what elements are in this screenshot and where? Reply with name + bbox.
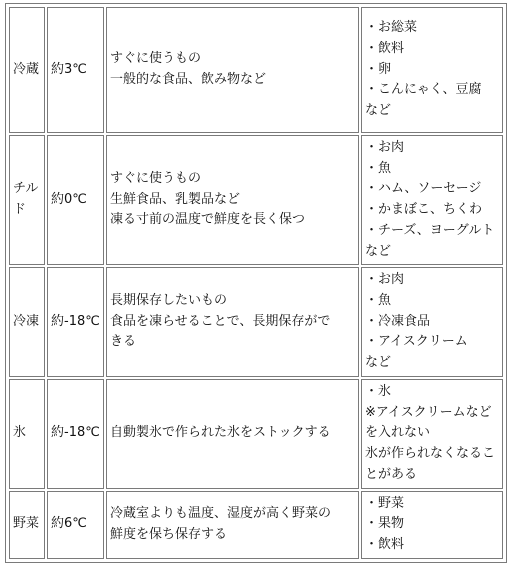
table-row <box>9 491 503 559</box>
items-cell <box>361 135 503 265</box>
items-cell <box>361 267 503 377</box>
item-line: ・冷凍食品 <box>365 313 431 329</box>
compartment-name: 冷凍 <box>13 313 40 329</box>
storage-table <box>7 5 505 561</box>
items-cell <box>361 7 503 133</box>
temperature-cell <box>47 379 104 489</box>
usage-cell <box>106 7 359 133</box>
compartment-name-cell <box>9 491 45 559</box>
storage-table-frame <box>5 3 507 563</box>
temperature-cell <box>47 7 104 133</box>
compartment-name: 氷 <box>13 425 27 441</box>
compartment-name: チルド <box>13 181 39 218</box>
item-line: ・お肉 <box>365 140 405 155</box>
temperature-cell <box>47 135 104 265</box>
usage-cell <box>106 379 359 489</box>
temperature: 約3℃ <box>51 61 87 77</box>
item-line: ・魚 <box>365 160 392 176</box>
temperature-cell <box>47 267 104 377</box>
usage-line: きる <box>110 334 137 350</box>
table-row <box>9 7 503 133</box>
temperature: 約-18℃ <box>51 313 100 329</box>
item-line: ・卵 <box>365 61 392 77</box>
compartment-name-cell <box>9 267 45 377</box>
usage-line: 凍る寸前の温度で鮮度を長く保つ <box>110 212 306 228</box>
items-cell <box>361 379 503 489</box>
item-line: ・お総菜 <box>365 20 418 36</box>
item-line: ・こんにゃく、豆腐 <box>365 82 482 98</box>
compartment-name: 冷蔵 <box>13 61 40 77</box>
usage-line: すぐに使うもの <box>110 51 202 67</box>
item-line: ・飲料 <box>365 537 405 553</box>
usage-line: すぐに使うもの <box>110 171 202 187</box>
item-line: ・氷 <box>365 383 392 399</box>
item-line: ・飲料 <box>365 40 405 56</box>
usage-cell <box>106 267 359 377</box>
table-row <box>9 267 503 377</box>
compartment-name-cell <box>9 135 45 265</box>
items-cell <box>361 491 503 559</box>
usage-line: 食品を凍らせることで、長期保存がで <box>110 313 331 329</box>
item-line: 氷が作られなくなるこ <box>365 446 496 462</box>
usage-line: 生鮮食品、乳製品など <box>110 191 241 207</box>
item-line: など <box>365 103 392 119</box>
item-line: ・果物 <box>365 516 405 532</box>
usage-line: 自動製氷で作られた氷をストックする <box>110 425 331 441</box>
item-line: ・かまぼこ、ちくわ <box>365 202 483 218</box>
table-row <box>9 135 503 265</box>
usage-cell <box>106 135 359 265</box>
item-line: など <box>365 243 392 259</box>
temperature: 約0℃ <box>51 191 87 207</box>
temperature-cell <box>47 491 104 559</box>
item-line: ※アイスクリームなど <box>365 404 492 420</box>
item-line: ・野菜 <box>365 495 405 511</box>
item-line: ・ハム、ソーセージ <box>365 181 482 197</box>
usage-cell <box>106 491 359 559</box>
item-line: ・チーズ、ヨーグルト <box>365 222 495 238</box>
item-line: を入れない <box>365 425 431 441</box>
usage-line: 冷蔵室よりも温度、湿度が高く野菜の <box>110 506 332 522</box>
usage-line: 長期保存したいもの <box>110 292 228 308</box>
compartment-name-cell <box>9 7 45 133</box>
item-line: ・お肉 <box>365 272 405 288</box>
temperature: 約6℃ <box>51 516 87 532</box>
compartment-name: 野菜 <box>13 516 40 532</box>
compartment-name-cell <box>9 379 45 489</box>
temperature: 約-18℃ <box>51 425 100 441</box>
item-line: とがある <box>365 466 418 482</box>
item-line: ・アイスクリーム <box>365 334 468 350</box>
usage-line: 一般的な食品、飲み物など <box>110 72 267 87</box>
item-line: など <box>365 355 392 371</box>
table-row <box>9 379 503 489</box>
usage-line: 鮮度を保ち保存する <box>110 526 228 542</box>
item-line: ・魚 <box>365 292 392 308</box>
